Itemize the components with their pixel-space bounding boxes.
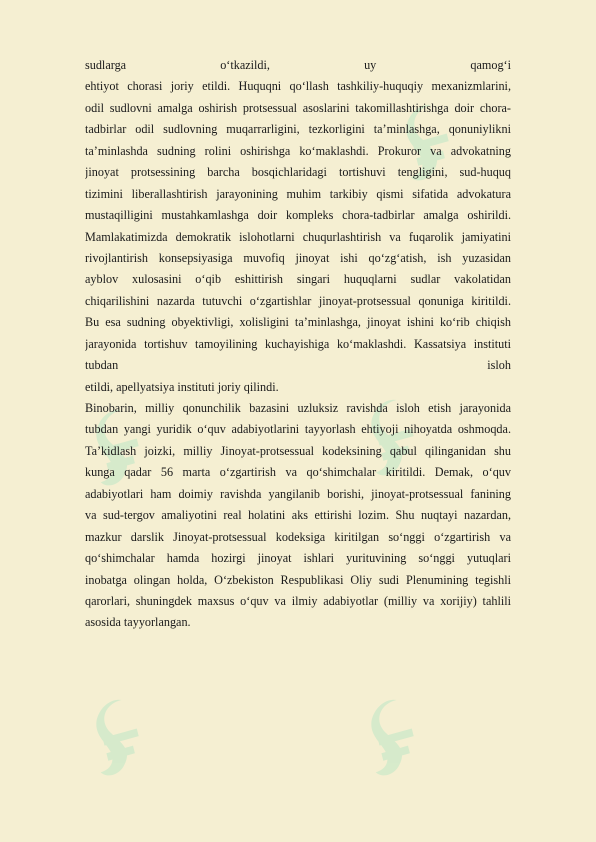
text-line: odil sudlovni amalga oshirish protsessual asoslarini takomillashtirishga doir chora- [85,100,511,115]
text-line: kunga qadar 56 marta o‘zgartirish va qo‘shimchalar kiritildi. Demak, o‘quv [85,465,511,480]
text-line: inobatga olingan holda, O‘zbekiston Respublikasi Oliy sudi Plenumining tegishli [85,572,511,587]
text-line: jinoyat protsessining barcha bosqichlaridagi tortishuvi tengligini, sud-huquq [85,165,511,180]
text-line: va sud-tergov amaliyotini real holatini aks ettirishi lozim. Shu nuqtayi nazardan, [85,508,511,523]
text-line: etildi, apellyatsiya instituti joriy qilindi. [85,379,279,394]
text-line: mazkur darslik Jinoyat-protsessual kodeksiga kiritilgan so‘nggi o‘zgartirish va [85,529,511,544]
text-line: adabiyotlari ham doimiy ravishda yangilanib borishi, jinoyat-protsessual fanining [85,486,511,501]
watermark-logo-icon [96,700,138,776]
text-line: chiqarilishini nazarda tutuvchi o‘zgartishlar jinoyat-protsessual qonuniga kiritildi. [85,293,511,308]
text-line: ayblov xulosasini o‘qib eshittirish singari huquqlarni sudlar vakolatidan [85,272,511,287]
text-line: jarayonida tortishuv tamoyilining kuchayishiga ko‘maklashdi. Kassatsiya instituti [85,336,511,351]
text-line: asosida tayyorlangan. [85,615,191,630]
text-line: rivojlantirish konsepsiyasiga muvofiq jinoyat ishi qo‘zg‘atish, ish yuzasidan [85,250,511,265]
text-line: mustaqilligini mustahkamlashga doir kompleks chora-tadbirlar amalga oshirildi. [85,208,511,223]
text-line: tubdan yangi yuridik o‘quv adabiyotlarini tayyorlash ehtiyoji nihoyatda oshmoqda. [85,422,511,437]
text-line: Ta’kidlash joizki, milliy Jinoyat-protsessual kodeksining qabul qilinganidan shu [85,443,511,458]
text-line: Binobarin, milliy qonunchilik bazasini uzluksiz ravishda isloh etish jarayonida [85,401,511,415]
document-body [85,55,511,634]
text-line: tizimini liberallashtirish jarayonining muhim tarkibiy qismi sifatida advokatura [85,186,511,201]
text-line: Mamlakatimizda demokratik islohotlarni chuqurlashtirish va fuqarolik jamiyatini [85,229,511,244]
text-line: Bu esa sudning obyektivligi, xolisligini ta’minlashga, jinoyat ishini ko‘rib chiqish [85,315,511,330]
text-line: ta’minlashda sudning rolini oshirishga ko‘maklashdi. Prokuror va advokatning [85,143,511,158]
text-line: qarorlari, shuningdek maxsus o‘quv va ilmiy adabiyotlar (milliy va xorijiy) tahlili [85,593,511,608]
text-line: ehtiyot chorasi joriy etildi. Huquqni qo‘llash tashkiliy-huquqiy mexanizmlarini, [85,79,511,94]
watermark-logo-icon [371,700,413,776]
text-line: tubdan isloh [85,358,511,373]
text-line: sudlarga o‘tkazildi, uy qamog‘i [85,58,511,72]
text-line: tadbirlar odil sudlovning muqarrarligini, tezkorligini ta’minlashga, qonuniylikni [85,122,511,137]
text-line: qo‘shimchalar hamda hozirgi jinoyat ishlari yurituvining so‘nggi yutuqlari [85,551,511,566]
